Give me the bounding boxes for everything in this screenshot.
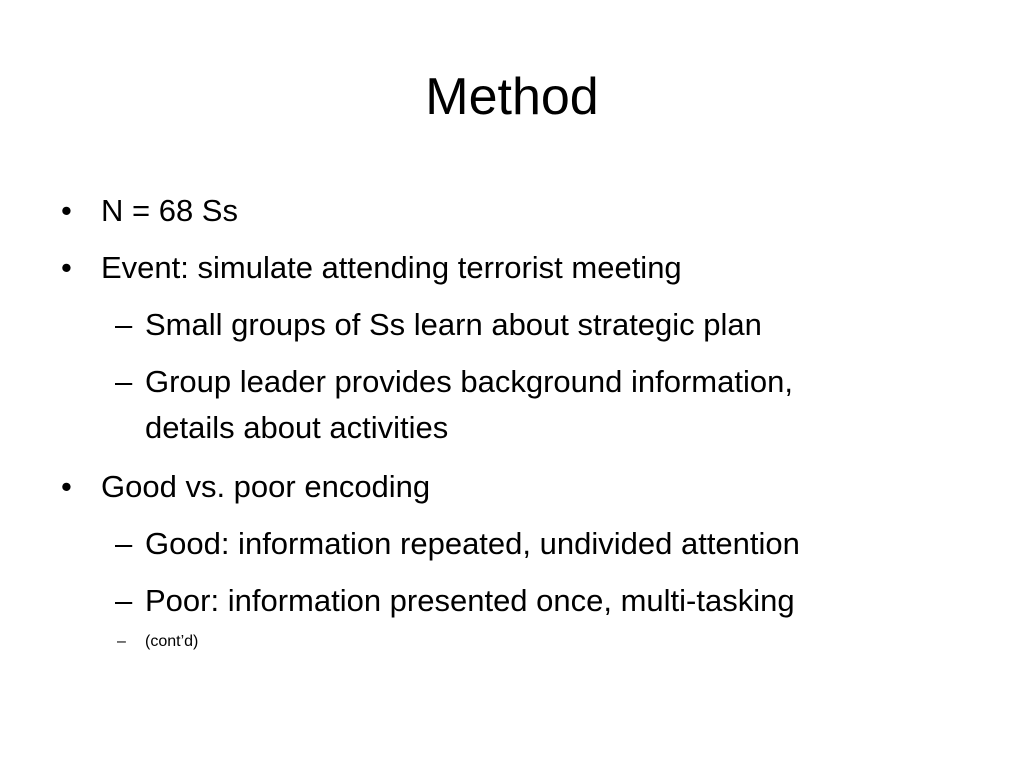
note-item xyxy=(117,631,199,653)
sub-bullet-text: Poor: information presented once, multi-tasking xyxy=(145,583,795,618)
bullet-item xyxy=(61,189,238,233)
sub-bullet-text: details about activities xyxy=(145,410,449,445)
bullet-text: Good vs. poor encoding xyxy=(101,469,431,504)
dash-marker: – xyxy=(117,633,126,650)
sub-bullet-continuation xyxy=(145,406,448,450)
dash-marker: – xyxy=(115,526,133,561)
bullet-marker: • xyxy=(61,469,72,504)
note-text: (cont’d) xyxy=(145,633,199,650)
bullet-marker: • xyxy=(61,193,72,228)
sub-bullet-item xyxy=(115,303,762,347)
sub-bullet-text: Group leader provides background information, xyxy=(145,364,793,399)
bullet-item xyxy=(61,465,431,509)
sub-bullet-text: Good: information repeated, undivided attention xyxy=(145,526,800,561)
bullet-marker: • xyxy=(61,250,72,285)
dash-marker: – xyxy=(115,364,133,399)
dash-marker: – xyxy=(115,307,133,342)
bullet-text: Event: simulate attending terrorist meeting xyxy=(101,250,682,285)
sub-bullet-text: Small groups of Ss learn about strategic plan xyxy=(145,307,762,342)
dash-marker: – xyxy=(115,583,133,618)
bullet-text: N = 68 Ss xyxy=(101,193,238,228)
sub-bullet-item xyxy=(115,522,800,566)
slide-title: Method xyxy=(425,68,599,126)
sub-bullet-item xyxy=(115,579,795,623)
sub-bullet-item xyxy=(115,360,793,404)
bullet-item xyxy=(61,246,682,290)
